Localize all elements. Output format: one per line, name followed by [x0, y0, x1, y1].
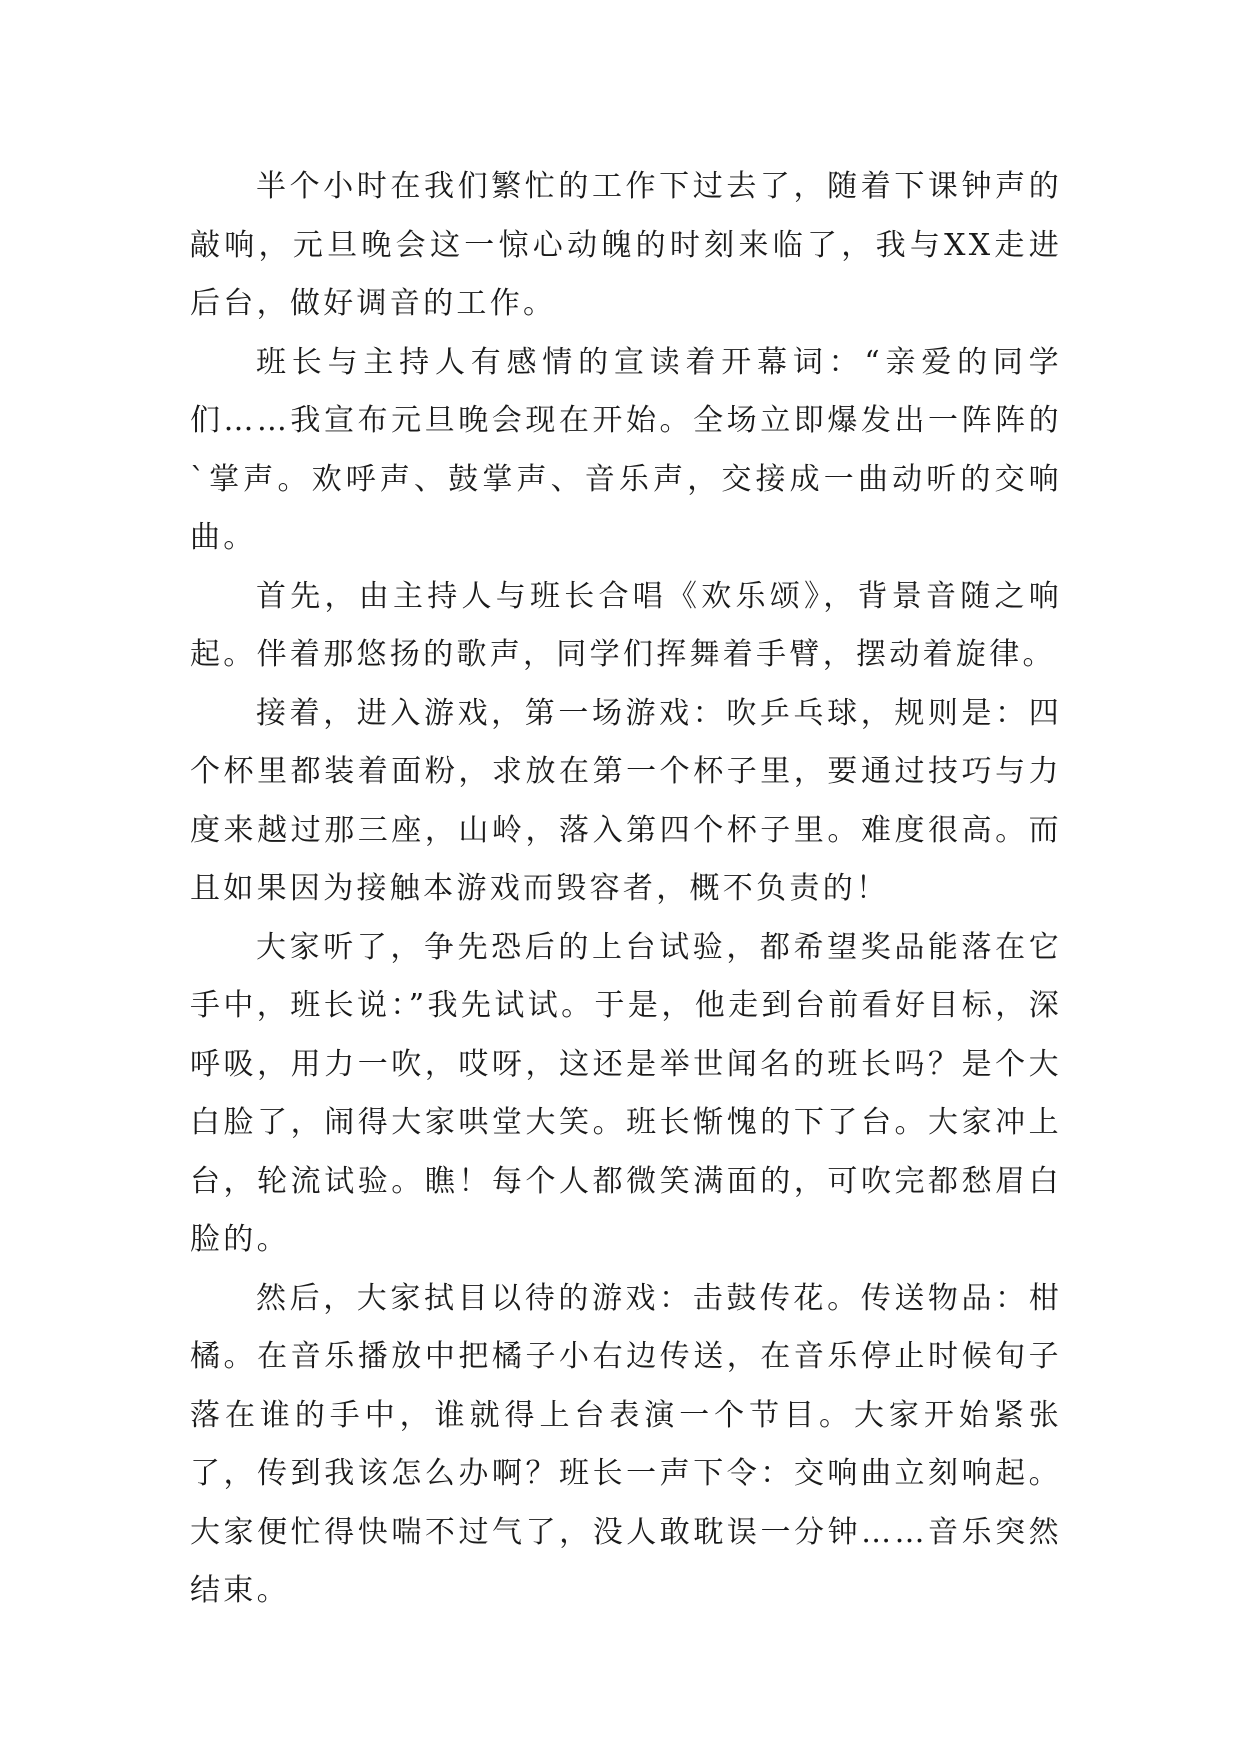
paragraph-1: 半个小时在我们繁忙的工作下过去了，随着下课钟声的敲响，元旦晚会这一惊心动魄的时刻来临了，我与XX走进后台，做好调音的工作。: [190, 169, 1062, 321]
paragraph-5: 大家听了，争先恐后的上台试验，都希望奖品能落在它手中，班长说：”我先试试。于是，他走到台前看好目标，深呼吸，用力一吹，哎呀，这还是举世闻名的班长吗？是个大白脸了，闹得大家哄堂大笑。班长惭愧的下了台。大家冲上台，轮流试验。瞧！每个人都微笑满面的，可吹完都愁眉白脸的。: [190, 929, 1062, 1257]
paragraph-3: 首先，由主持人与班长合唱《欢乐颂》，背景音随之响起。伴着那悠扬的歌声，同学们挥舞着手臂，摆动着旋律。: [190, 578, 1062, 672]
paragraph-6: 然后，大家拭目以待的游戏：击鼓传花。传送物品：柑橘。在音乐播放中把橘子小右边传送，在音乐停止时候旬子落在谁的手中，谁就得上台表演一个节目。大家开始紧张了，传到我该怎么办啊？班长一声下令：交响曲立刻响起。大家便忙得快喘不过气了，没人敢耽误一分钟……音乐突然结束。: [190, 1280, 1062, 1608]
paragraph-2: 班长与主持人有感情的宣读着开幕词：“亲爱的同学们……我宣布元旦晚会现在开始。全场立即爆发出一阵阵的`掌声。欢呼声、鼓掌声、音乐声，交接成一曲动听的交响曲。: [190, 344, 1062, 555]
paragraph-4: 接着，进入游戏，第一场游戏：吹乒乓球，规则是：四个杯里都装着面粉，求放在第一个杯子里，要通过技巧与力度来越过那三座，山岭，落入第四个杯子里。难度很高。而且如果因为接触本游戏而毁容者，概不负责的！: [190, 695, 1062, 906]
document-page: [190, 158, 1062, 1621]
